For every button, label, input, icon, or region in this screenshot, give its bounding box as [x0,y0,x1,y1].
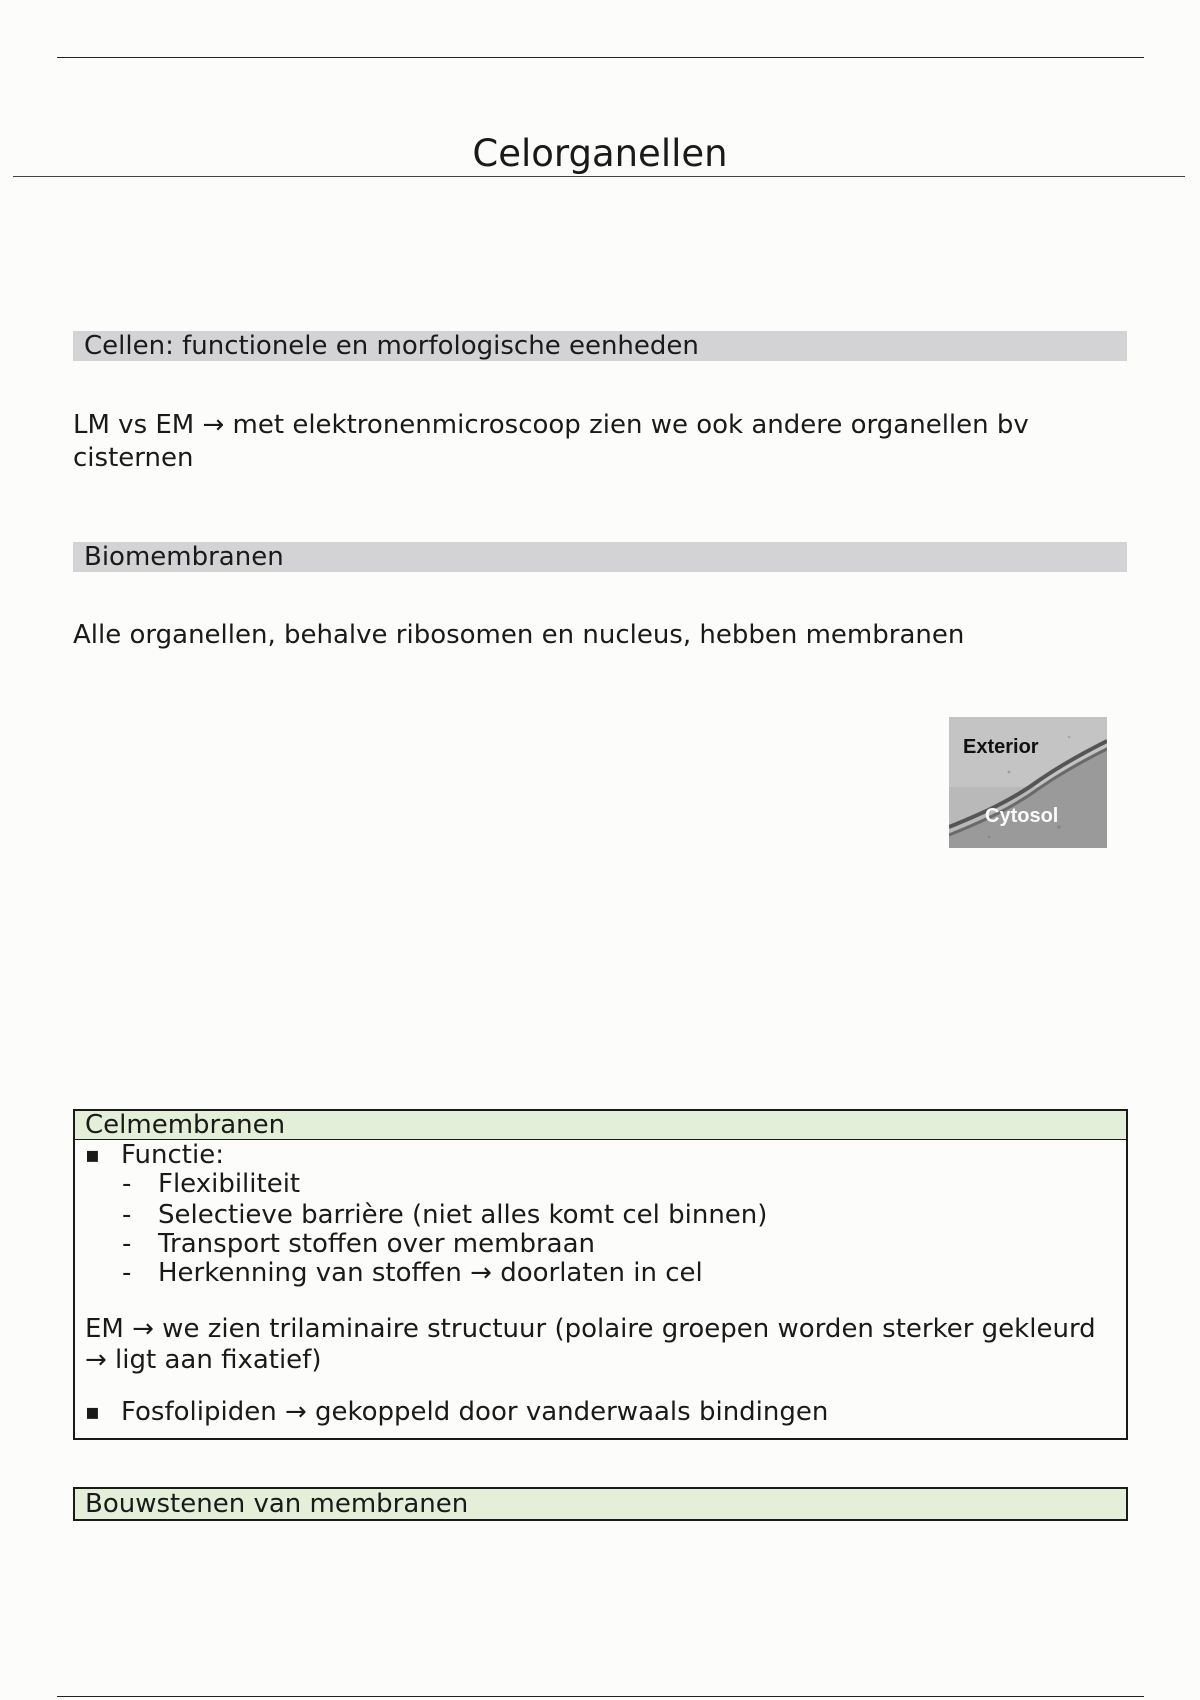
bullet-fosfolipiden-text: Fosfolipiden → gekoppeld door vanderwaals bindingen [121,1397,829,1427]
membrane-micrograph [949,717,1107,848]
bouwstenen-box [73,1487,1128,1521]
top-rule [57,57,1144,58]
paragraph-em-trilaminair: EM → we zien trilaminaire structuur (polaire groepen worden sterker gekleurd → ligt aan fixatief) [85,1314,1096,1375]
bullet-marker: ▪ [85,1143,100,1168]
sub-item-text: Flexibiliteit [158,1169,301,1199]
dash-marker: - [122,1169,132,1199]
dash-marker: - [122,1229,132,1259]
bullet-marker: ▪ [85,1400,100,1425]
sub-item-text: Selectieve barrière (niet alles komt cel binnen) [158,1200,768,1230]
bullet-functie-text: Functie: [121,1140,224,1170]
celmembranen-box [73,1109,1128,1440]
page-title: Celorganellen [472,132,728,175]
micrograph-label-exterior: Exterior [963,736,1039,758]
paragraph-lm-vs-em: LM vs EM → met elektronenmicroscoop zien we ook andere organellen bv cisternen [73,410,1029,473]
dash-marker: - [122,1258,132,1288]
dash-marker: - [122,1200,132,1230]
section-heading-bouwstenen: Bouwstenen van membranen [75,1489,1126,1519]
bottom-rule [57,1696,1144,1697]
section-heading-biomembranen: Biomembranen [73,542,1127,572]
paragraph-organellen: Alle organellen, behalve ribosomen en nucleus, hebben membranen [73,620,965,650]
title-underline [13,176,1185,177]
section-heading-celmembranen: Celmembranen [75,1111,1126,1140]
sub-item-text: Transport stoffen over membraan [158,1229,595,1259]
micrograph-label-cytosol: Cytosol [985,805,1059,827]
section-heading-cellen: Cellen: functionele en morfologische eenheden [73,331,1127,361]
sub-item-text: Herkenning van stoffen → doorlaten in cel [158,1258,703,1288]
